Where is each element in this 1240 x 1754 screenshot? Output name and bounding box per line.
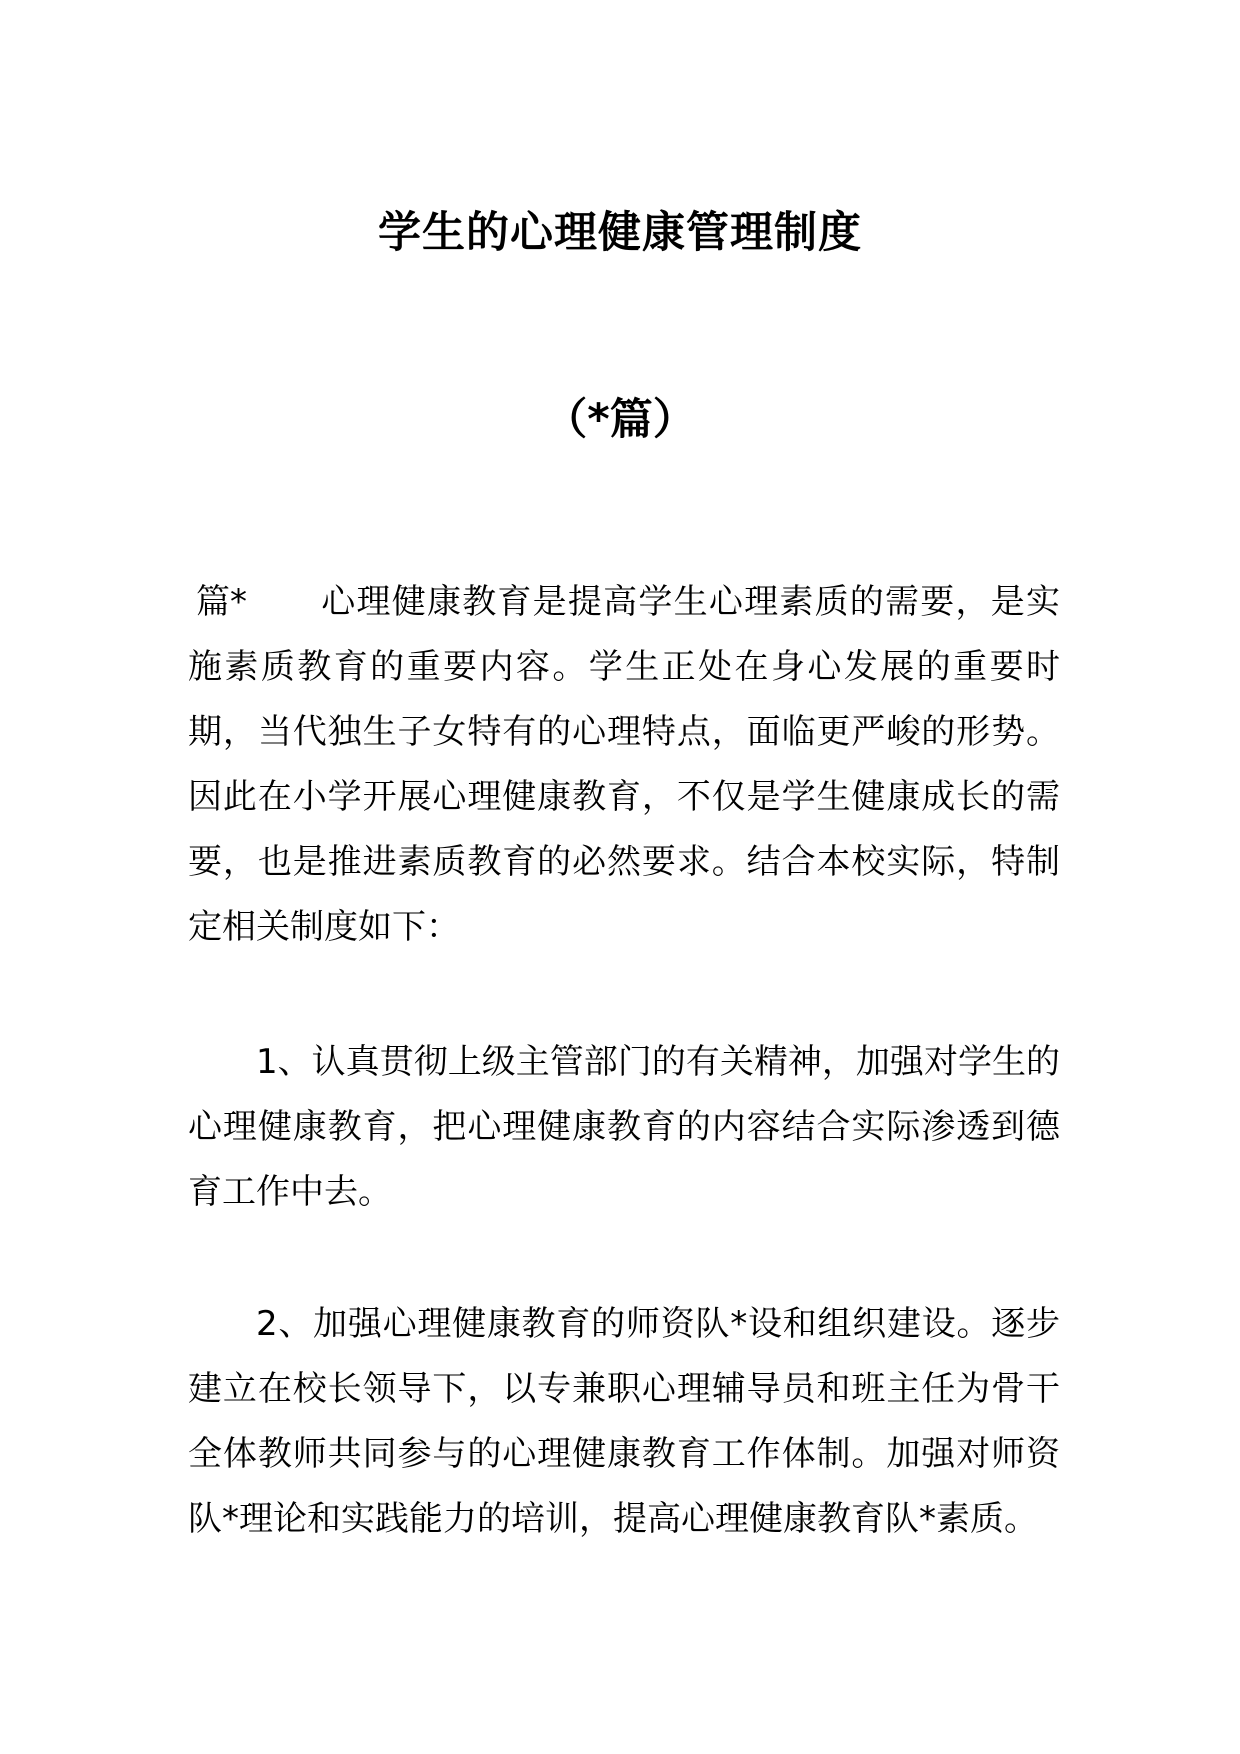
intro-paragraph [188,570,1060,960]
document-title: 学生的心理健康管理制度 [378,208,862,258]
document-subtitle: （*篇） [544,395,696,445]
list-item-1: 1、认真贯彻上级主管部门的有关精神，加强对学生的心理健康教育，把心理健康教育的内容结合实际渗透到德育工作中去。 [188,1042,1060,1212]
intro-text: 心理健康教育是提高学生心理素质的需要，是实施素质教育的重要内容。学生正处在身心发展的重要时期，当代独生子女特有的心理特点，面临更严峻的形势。因此在小学开展心理健康教育，不仅是学生健康成长的需要，也是推进素质教育的必然要求。结合本校实际，特制定相关制度如下： [188,582,1060,947]
list-item-2: 2、加强心理健康教育的师资队*设和组织建设。逐步建立在校长领导下，以专兼职心理辅导员和班主任为骨干全体教师共同参与的心理健康教育工作体制。加强对师资队*理论和实践能力的培训，提高心理健康教育队*素质。 [188,1304,1060,1539]
intro-label: 篇* [196,582,247,622]
